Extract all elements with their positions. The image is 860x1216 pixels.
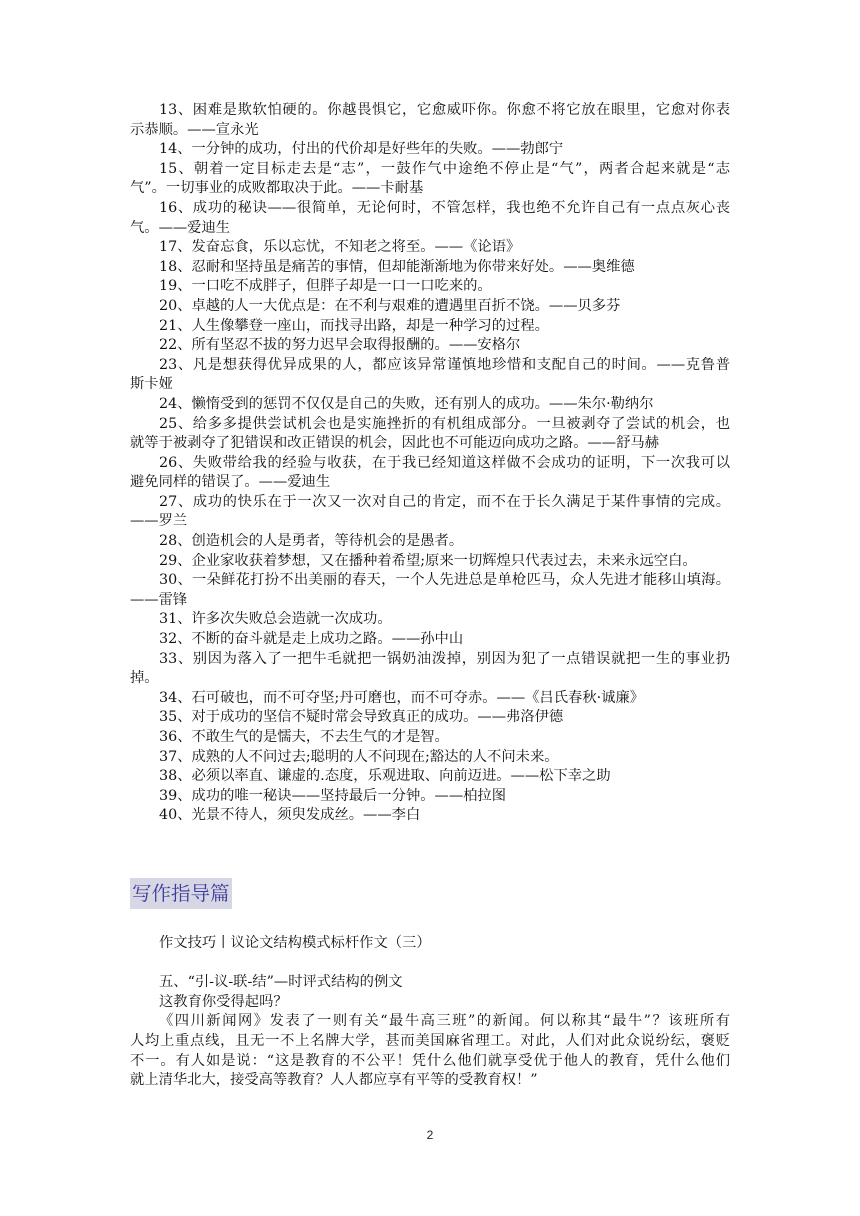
quote-line: ——雷锋 (130, 591, 188, 608)
quote-line: 24、懒惰受到的惩罚不仅仅是自己的失败，还有别人的成功。——朱尔·勒纳尔 (159, 395, 654, 412)
essay-title: 这教育你受得起吗？ (159, 993, 288, 1010)
body-line: 《四川新闻网》发表了一则有关“最牛高三班”的新闻。何以称其“最牛”？该班所有 (159, 1013, 730, 1030)
quote-line: 15、朝着一定目标走去是“志”，一鼓作气中途绝不停止是“气”，两者合起来就是“志 (159, 160, 730, 177)
quote-line: 18、忍耐和坚持虽是痛苦的事情，但却能渐渐地为你带来好处。——奥维德 (159, 258, 635, 275)
article-subtitle: 作文技巧丨议论文结构模式标杆作文（三） (159, 935, 431, 951)
quote-line: 19、一口吃不成胖子，但胖子却是一口一口吃来的。 (159, 278, 492, 295)
body-line: 不一。有人如是说：“这是教育的不公平！凭什么他们就享受优于他人的教育，凭什么他们 (130, 1052, 730, 1069)
quote-line: 36、不敢生气的是懦夫，不去生气的才是智。 (159, 729, 449, 745)
blank-line (130, 954, 730, 974)
article-heading: 五、“引-议-联-结”—时评式结构的例文 (159, 974, 403, 991)
body-line: 就上清华北大，接受高等教育？人人都应享有平等的受教育权！” (130, 1072, 538, 1089)
quote-line: 28、创造机会的人是勇者，等待机会的是愚者。 (159, 533, 464, 550)
quote-line: ——罗兰 (130, 513, 188, 530)
quote-line: 23、凡是想获得优异成果的人，都应该异常谨慎地珍惜和支配自己的时间。——克鲁普 (159, 356, 730, 373)
quote-line: 就等于被剥夺了犯错误和改正错误的机会，因此也不可能迈向成功之路。——舒马赫 (130, 435, 659, 452)
quote-line: 气。——爱迪生 (130, 219, 231, 236)
quote-line: 25、给多多提供尝试机会也是实施挫折的有机组成部分。一旦被剥夺了尝试的机会，也 (159, 415, 730, 432)
quote-line: 16、成功的秘诀——很简单，无论何时，不管怎样，我也绝不允许自己有一点点灰心丧 (159, 199, 730, 216)
quote-line: 21、人生像攀登一座山，而找寻出路，却是一种学习的过程。 (159, 317, 549, 334)
quote-line: 33、别因为落入了一把牛毛就把一锅奶油泼掉，别因为犯了一点错误就把一生的事业扔 (159, 650, 730, 667)
quote-line: 26、失败带给我的经验与收获，在于我已经知道这样做不会成功的证明，下一次我可以 (159, 454, 730, 471)
article (130, 934, 730, 1091)
quote-line: 20、卓越的人一大优点是：在不利与艰难的遭遇里百折不饶。——贝多芬 (159, 297, 621, 314)
body-line: 人均上重点线，且无一不上名牌大学，甚而美国麻省理工。对此，人们对此众说纷纭，褒贬 (130, 1032, 730, 1049)
quote-line: 32、不断的奋斗就是走上成功之路。——孙中山 (159, 631, 464, 648)
quote-line: 避免同样的错误了。——爱迪生 (130, 474, 331, 491)
quote-line: 斯卡娅 (130, 376, 173, 393)
quote-line: 34、石可破也，而不可夺坚;丹可磨也，而不可夺赤。——《吕氏春秋·诚廉》 (159, 689, 645, 706)
quote-line: 气”。一切事业的成败都取决于此。——卡耐基 (130, 180, 424, 197)
quote-line: 38、必须以率直、谦虚的.态度，乐观进取、向前迈进。——松下幸之助 (159, 768, 611, 785)
section-title: 写作指导篇 (130, 878, 232, 909)
quote-line: 14、一分钟的成功，付出的代价却是好些年的失败。——勃郎宁 (159, 141, 564, 158)
quote-line: 示恭顺。——宣永光 (130, 121, 259, 138)
quote-line: 13、困难是欺软怕硬的。你越畏惧它，它愈威吓你。你愈不将它放在眼里，它愈对你表 (159, 102, 730, 118)
quote-line: 掉。 (130, 670, 159, 687)
page-number: 2 (426, 1128, 434, 1142)
quote-line: 27、成功的快乐在于一次又一次对自己的肯定，而不在于长久满足于某件事情的完成。 (159, 493, 730, 510)
quote-line: 35、对于成功的坚信不疑时常会导致真正的成功。——弗洛伊德 (159, 709, 564, 726)
quote-line: 17、发奋忘食，乐以忘忧，不知老之将至。——《论语》 (159, 239, 521, 256)
quotes-list (130, 101, 730, 826)
quote-line: 30、一朵鲜花打扮不出美丽的春天，一个人先进总是单枪匹马，众人先进才能移山填海。 (159, 572, 730, 589)
quote-line: 40、光景不待人，须臾发成丝。——李白 (159, 807, 421, 824)
quote-line: 37、成熟的人不问过去;聪明的人不问现在;豁达的人不问未来。 (159, 748, 559, 765)
quote-line: 39、成功的唯一秘诀——坚持最后一分钟。——柏拉图 (159, 787, 507, 804)
quote-line: 29、企业家收获着梦想，又在播种着希望;原来一切辉煌只代表过去，未来永远空白。 (159, 552, 697, 569)
quote-line: 31、许多次失败总会造就一次成功。 (159, 611, 392, 628)
quote-line: 22、所有坚忍不拔的努力迟早会取得报酬的。——安格尔 (159, 337, 521, 354)
